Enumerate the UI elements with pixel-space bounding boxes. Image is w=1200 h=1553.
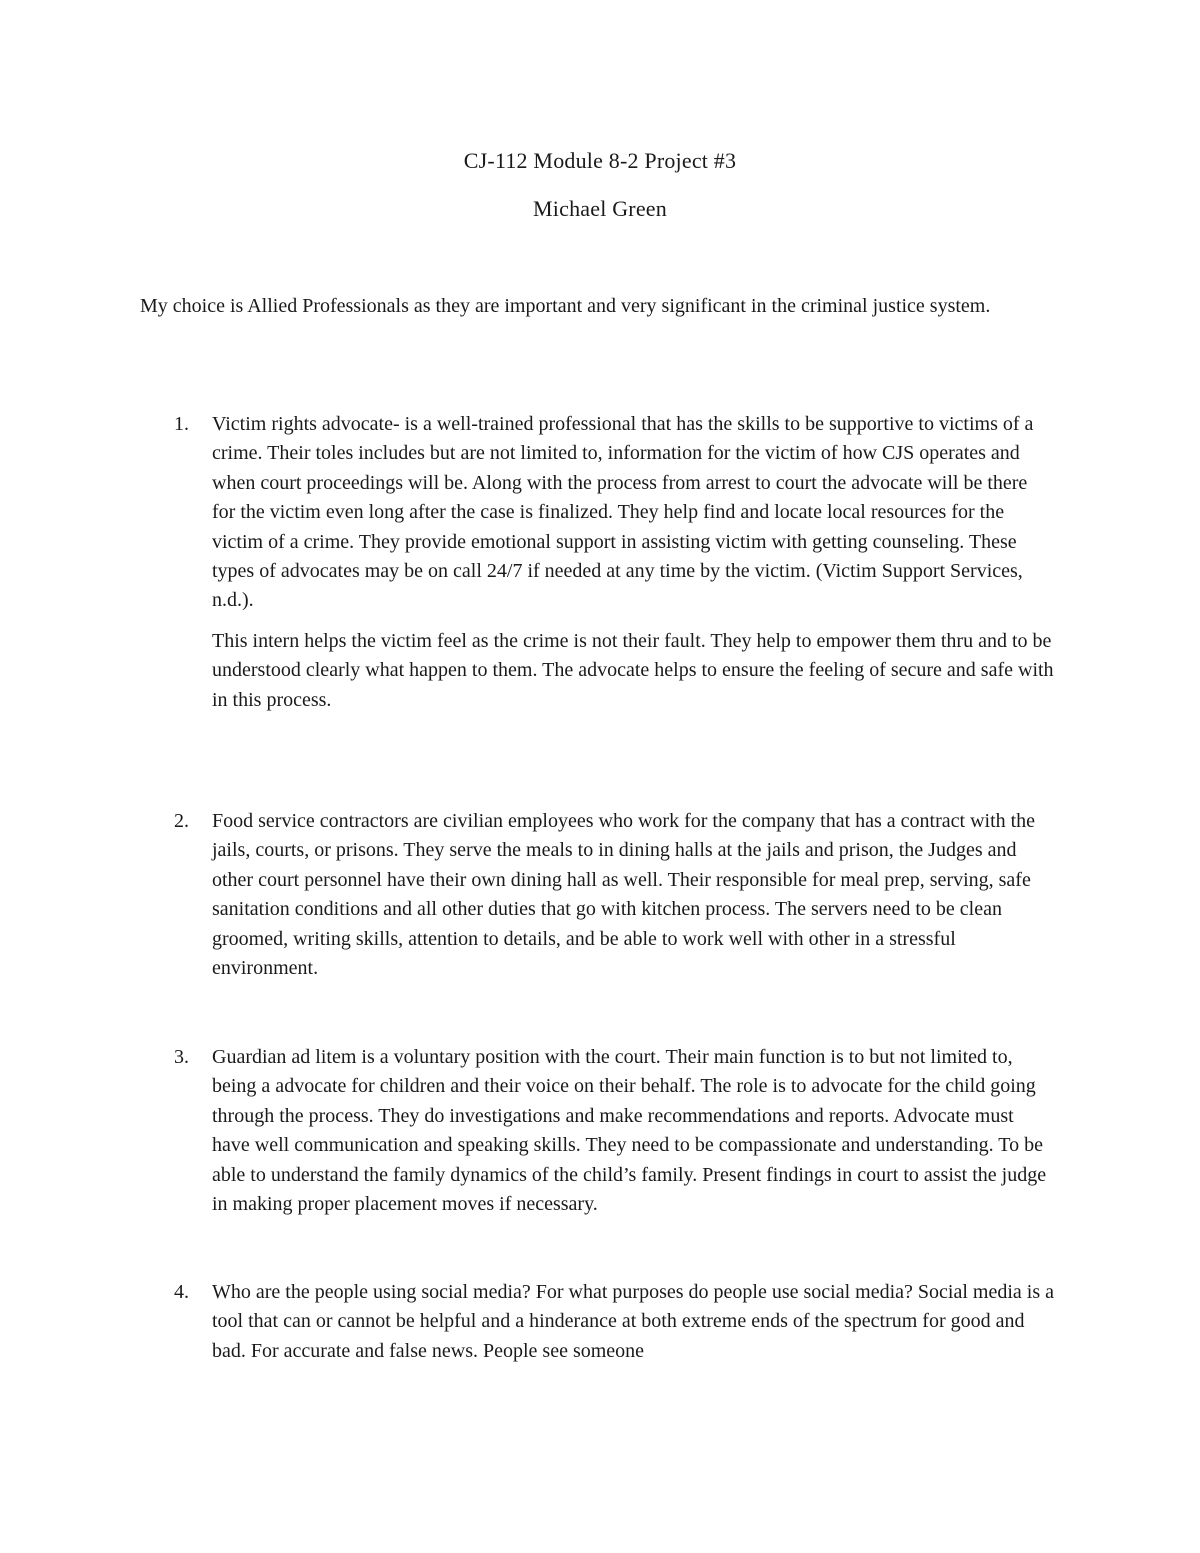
list-item-number: 1. xyxy=(174,413,189,435)
intro-paragraph: My choice is Allied Professionals as they are important and very significant in the criminal justice system. xyxy=(140,295,991,317)
list-item-paragraph: Victim rights advocate- is a well-trained professional that has the skills to be supportive to victims of a crime. Their toles includes but are not limited to, information for the victim of how CJS operates and when court proceedings will be. Along with the process from arrest to court the advocate will be there for the victim even long after the case is finalized. They help find and locate local resources for the victim of a crime. They provide emotional support in assisting victim with getting counseling. These types of advocates may be on call 24/7 if needed at any time by the victim. (Victim Support Services, n.d.). xyxy=(212,413,1034,612)
list-item xyxy=(174,1043,1054,1219)
list-item xyxy=(174,410,1054,715)
list-item-number: 3. xyxy=(174,1046,189,1068)
list-item-paragraph: This intern helps the victim feel as the crime is not their fault. They help to empower them thru and to be understood clearly what happen to them. The advocate helps to ensure the feeling of secure and safe with in this process. xyxy=(212,629,1054,711)
list-item-paragraph: Food service contractors are civilian employees who work for the company that has a contract with the jails, courts, or prisons. They serve the meals to in dining halls at the jails and prison, the Judges and other court personnel have their own dining hall as well. Their responsible for meal prep, serving, safe sanitation conditions and all other duties that go with kitchen process. The servers need to be clean groomed, writing skills, attention to details, and be able to work well with other in a stressful environment. xyxy=(212,810,1036,980)
list-item-number: 4. xyxy=(174,1281,189,1303)
list-item-number: 2. xyxy=(174,810,189,832)
list-item-body xyxy=(212,1278,1054,1366)
list-item xyxy=(174,1278,1054,1366)
list-item-paragraph: Guardian ad litem is a voluntary position with the court. Their main function is to but not limited to, being a advocate for children and their voice on their behalf. The role is to advocate for the child going through the process. They do investigations and make recommendations and reports. Advocate must have well communication and speaking skills. They need to be compassionate and understanding. To be able to understand the family dynamics of the child’s family. Present findings in court to assist the judge in making proper placement moves if necessary. xyxy=(212,1046,1047,1216)
document-title: CJ-112 Module 8-2 Project #3 xyxy=(463,148,737,173)
list-item-paragraph: Who are the people using social media? For what purposes do people use social media? Social media is a tool that can or cannot be helpful and a hinderance at both extreme ends of the spectrum for good and bad. For accurate and false news. People see someone xyxy=(212,1281,1054,1362)
list-item xyxy=(174,807,1054,983)
list-item-body xyxy=(212,1043,1054,1219)
document-author: Michael Green xyxy=(533,196,667,221)
list-item-body xyxy=(212,410,1054,715)
list-item-body xyxy=(212,807,1054,983)
